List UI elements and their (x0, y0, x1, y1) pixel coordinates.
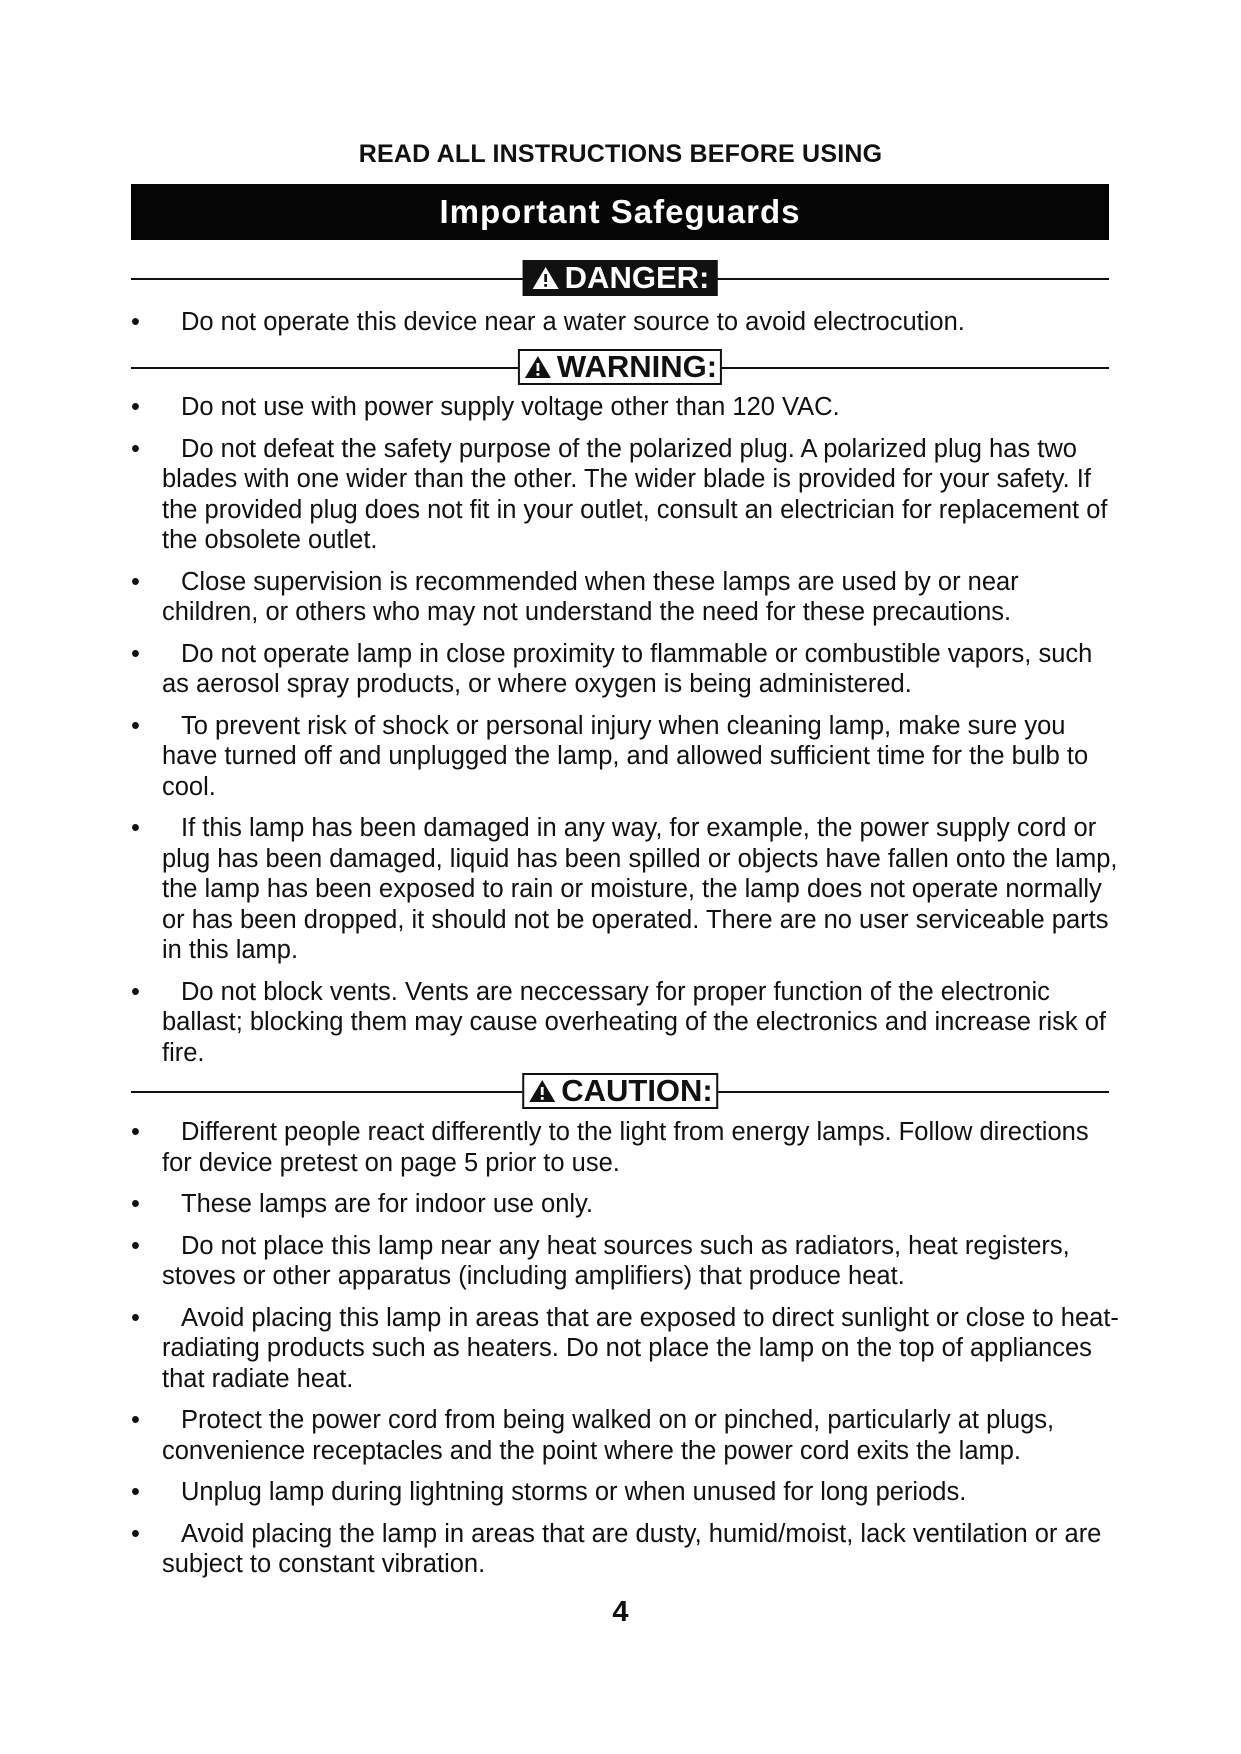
bullet: • (131, 1231, 140, 1260)
list-item-text: If this lamp has been damaged in any way, for example, the power supply cord or plug has been damaged, liquid has been spilled or objects have fallen onto the lamp, the lamp has been exposed to rain or moisture, the lamp does not operate normally or has been dropped, it should not be operated. There are no user serviceable parts in this lamp. (162, 814, 1118, 964)
list-item-text: Do not block vents. Vents are neccessary for proper function of the electronic ballast; blocking them may cause overheating of the electronics and increase risk of fire. (162, 977, 1106, 1067)
list-item (131, 307, 1121, 338)
warning-section-header (131, 347, 1109, 387)
list-item (131, 392, 1121, 423)
list-item-text: Unplug lamp during lightning storms or when unused for long periods. (181, 1478, 967, 1506)
list-item-text: Protect the power cord from being walked on or pinched, particularly at plugs, convenience receptacles and the point where the power cord exits the lamp. (162, 1406, 1055, 1465)
list-item (131, 434, 1121, 556)
warning-triangle-icon (527, 1078, 557, 1104)
bullet: • (131, 1478, 140, 1506)
warning-label-text: WARNING: (556, 349, 718, 384)
caution-section-header (131, 1071, 1109, 1111)
warning-triangle-icon (531, 265, 561, 291)
bullet: • (131, 814, 140, 842)
list-item (131, 1405, 1121, 1466)
list-item-text: Close supervision is recommended when these lamps are used by or near children, or others who may not understand the need for these precautions. (162, 567, 1019, 626)
list-item-text: Do not operate lamp in close proximity to flammable or combustible vapors, such as aerosol spray products, or where oxygen is being administered. (162, 639, 1093, 698)
caution-list (131, 1117, 1121, 1591)
danger-list (131, 307, 1121, 349)
bullet: • (131, 977, 140, 1006)
list-item-text: Do not use with power supply voltage other than 120 VAC. (181, 393, 840, 421)
list-item (131, 1117, 1121, 1178)
caution-label (522, 1073, 718, 1109)
list-item (131, 567, 1121, 628)
warning-list (131, 392, 1121, 1079)
list-item-text: Do not operate this device near a water source to avoid electrocution. (181, 308, 965, 336)
danger-section-header (131, 258, 1109, 298)
list-item (131, 711, 1121, 803)
bullet: • (131, 567, 140, 596)
important-safeguards-title-bar (131, 184, 1109, 240)
warning-label (518, 349, 722, 385)
list-item-text: Do not place this lamp near any heat sources such as radiators, heat registers, stoves or other apparatus (including amplifiers) that produce heat. (162, 1231, 1070, 1290)
bullet: • (131, 393, 140, 421)
bullet: • (131, 711, 140, 740)
list-item (131, 1231, 1121, 1292)
list-item (131, 1189, 1121, 1220)
list-item (131, 977, 1121, 1069)
list-item-text: To prevent risk of shock or personal injury when cleaning lamp, make sure you have turned off and unplugged the lamp, and allowed sufficient time for the bulb to cool. (162, 711, 1089, 801)
list-item-text: Different people react differently to the light from energy lamps. Follow directions for device pretest on page 5 prior to use. (162, 1118, 1089, 1177)
read-all-instructions-heading: READ ALL INSTRUCTIONS BEFORE USING (358, 140, 883, 168)
danger-label-text: DANGER: (564, 260, 710, 295)
warning-triangle-icon (523, 354, 553, 380)
danger-label (523, 260, 718, 296)
list-item (131, 1477, 1121, 1508)
bullet: • (131, 1118, 140, 1146)
list-item-text: Avoid placing the lamp in areas that are dusty, humid/moist, lack ventilation or are subject to constant vibration. (162, 1519, 1102, 1578)
list-item (131, 639, 1121, 700)
bullet: • (131, 639, 140, 668)
list-item (131, 1519, 1121, 1580)
bullet: • (131, 1519, 140, 1548)
list-item-text: Avoid placing this lamp in areas that are exposed to direct sunlight or close to heat-radiating products such as heaters. Do not place the lamp on the top of appliances that radiate heat. (162, 1303, 1119, 1393)
bullet: • (131, 1190, 140, 1218)
list-item-text: These lamps are for indoor use only. (181, 1190, 593, 1218)
caution-label-text: CAUTION: (561, 1073, 713, 1108)
bullet: • (131, 1406, 140, 1434)
page-number: 4 (612, 1596, 629, 1628)
bullet: • (131, 308, 140, 336)
list-item-text: Do not defeat the safety purpose of the polarized plug. A polarized plug has two blades with one wider than the other. The wider blade is provided for your safety. If the provided plug does not fit in your outlet, consult an electrician for replacement of the obsolete outlet. (162, 434, 1108, 554)
list-item (131, 1303, 1121, 1395)
page-title: Important Safeguards (439, 193, 801, 230)
bullet: • (131, 1303, 140, 1332)
bullet: • (131, 434, 140, 463)
list-item (131, 813, 1121, 966)
